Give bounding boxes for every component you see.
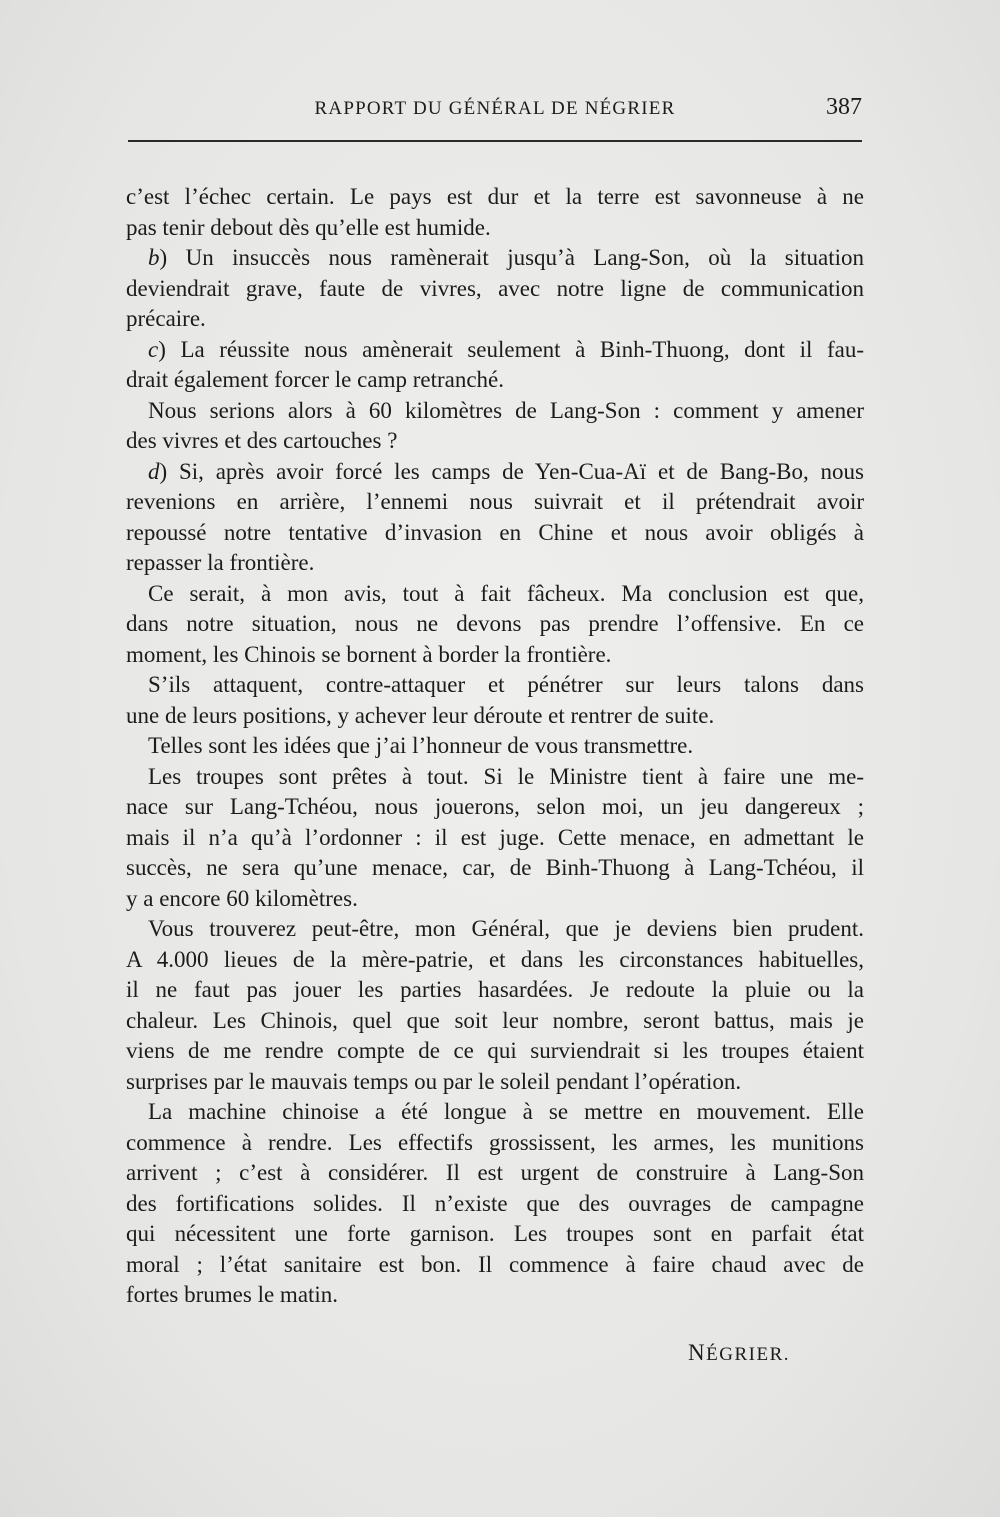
text-line: pas tenir debout dès qu’elle est humide.: [126, 214, 491, 240]
text-line: surprises par le mauvais temps ou par le soleil pendant l’opération.: [126, 1068, 742, 1094]
signature-initial: N: [688, 1340, 707, 1365]
item-label: d: [148, 458, 160, 484]
text-line: il ne faut pas jouer les parties hasardées. Je redoute la pluie ou la: [126, 977, 864, 1002]
text-line: Telles sont les idées que j’ai l’honneur de vous transmettre.: [148, 733, 694, 758]
text-line: succès, ne sera qu’une menace, car, de Binh-Thuong à Lang-Tchéou, il: [126, 855, 864, 880]
text-line: une de leurs positions, y achever leur déroute et rentrer de suite.: [126, 702, 715, 728]
text-line: c’est l’échec certain. Le pays est dur et la terre est savonneuse à ne: [126, 184, 864, 209]
text-line: A 4.000 lieues de la mère-patrie, et dans les circonstances habituelles,: [126, 946, 864, 972]
text-line: c) La réussite nous amènerait seulement à Binh-Thuong, dont il fau-: [148, 336, 864, 362]
text-line: Vous trouverez peut-être, mon Général, que je deviens bien prudent.: [148, 916, 864, 941]
text-line: repasser la frontière.: [126, 550, 315, 575]
text-line: viens de me rendre compte de ce qui surviendrait si les troupes étaient: [126, 1038, 864, 1063]
text-line: précaire.: [126, 306, 206, 331]
text-line: commence à rendre. Les effectifs grossissent, les armes, les munitions: [126, 1129, 864, 1155]
text-line: S’ils attaquent, contre-attaquer et pénétrer sur leurs talons dans: [148, 672, 864, 697]
text-line: b) Un insuccès nous ramènerait jusqu’à Lang-Son, où la situation: [148, 245, 864, 270]
signature: [688, 1340, 790, 1366]
text-line: des vivres et des cartouches ?: [126, 428, 398, 453]
header-rule: [128, 140, 862, 142]
item-label: c: [148, 336, 159, 362]
text-line: drait également forcer le camp retranché.: [126, 367, 504, 392]
text-line: dans notre situation, nous ne devons pas prendre l’offensive. En ce: [126, 611, 864, 636]
text-line: mais il n’a qu’à l’ordonner : il est juge. Cette menace, en admettant le: [126, 824, 864, 850]
text-line: chaleur. Les Chinois, quel que soit leur nombre, seront battus, mais je: [126, 1007, 864, 1033]
text-line: Ce serait, à mon avis, tout à fait fâcheux. Ma conclusion est que,: [148, 580, 864, 606]
text-line: arrivent ; c’est à considérer. Il est urgent de construire à Lang-Son: [126, 1160, 864, 1185]
running-title: RAPPORT DU GÉNÉRAL DE NÉGRIER: [314, 98, 676, 119]
text-line: moral ; l’état sanitaire est bon. Il commence à faire chaud avec de: [126, 1251, 864, 1277]
item-label: b: [148, 245, 160, 270]
text-line: des fortifications solides. Il n’existe que des ouvrages de campagne: [126, 1190, 864, 1216]
text-line: qui nécessitent une forte garnison. Les troupes sont en parfait état: [126, 1221, 864, 1246]
page-number: 387: [826, 94, 862, 120]
running-head: [128, 96, 862, 126]
text-line: La machine chinoise a été longue à se mettre en mouvement. Elle: [148, 1099, 864, 1124]
text-line: d) Si, après avoir forcé les camps de Yen-Cua-Aï et de Bang-Bo, nous: [148, 458, 864, 484]
text-line: nace sur Lang-Tchéou, nous jouerons, selon moi, un jeu dangereux ;: [126, 794, 864, 819]
text-line: fortes brumes le matin.: [126, 1282, 339, 1307]
signature-rest: ÉGRIER.: [706, 1344, 790, 1365]
text-line: repoussé notre tentative d’invasion en Chine et nous avoir obligés à: [126, 519, 864, 545]
text-line: y a encore 60 kilomètres.: [126, 885, 358, 911]
text-line: revenions en arrière, l’ennemi nous suivrait et il prétendrait avoir: [126, 489, 864, 514]
text-line: deviendrait grave, faute de vivres, avec notre ligne de communication: [126, 275, 864, 301]
text-line: Les troupes sont prêtes à tout. Si le Ministre tient à faire une me-: [148, 763, 864, 789]
text-line: moment, les Chinois se bornent à border la frontière.: [126, 641, 612, 667]
text-line: Nous serions alors à 60 kilomètres de Lang-Son : comment y amener: [148, 397, 864, 423]
body-text: [126, 182, 864, 1311]
